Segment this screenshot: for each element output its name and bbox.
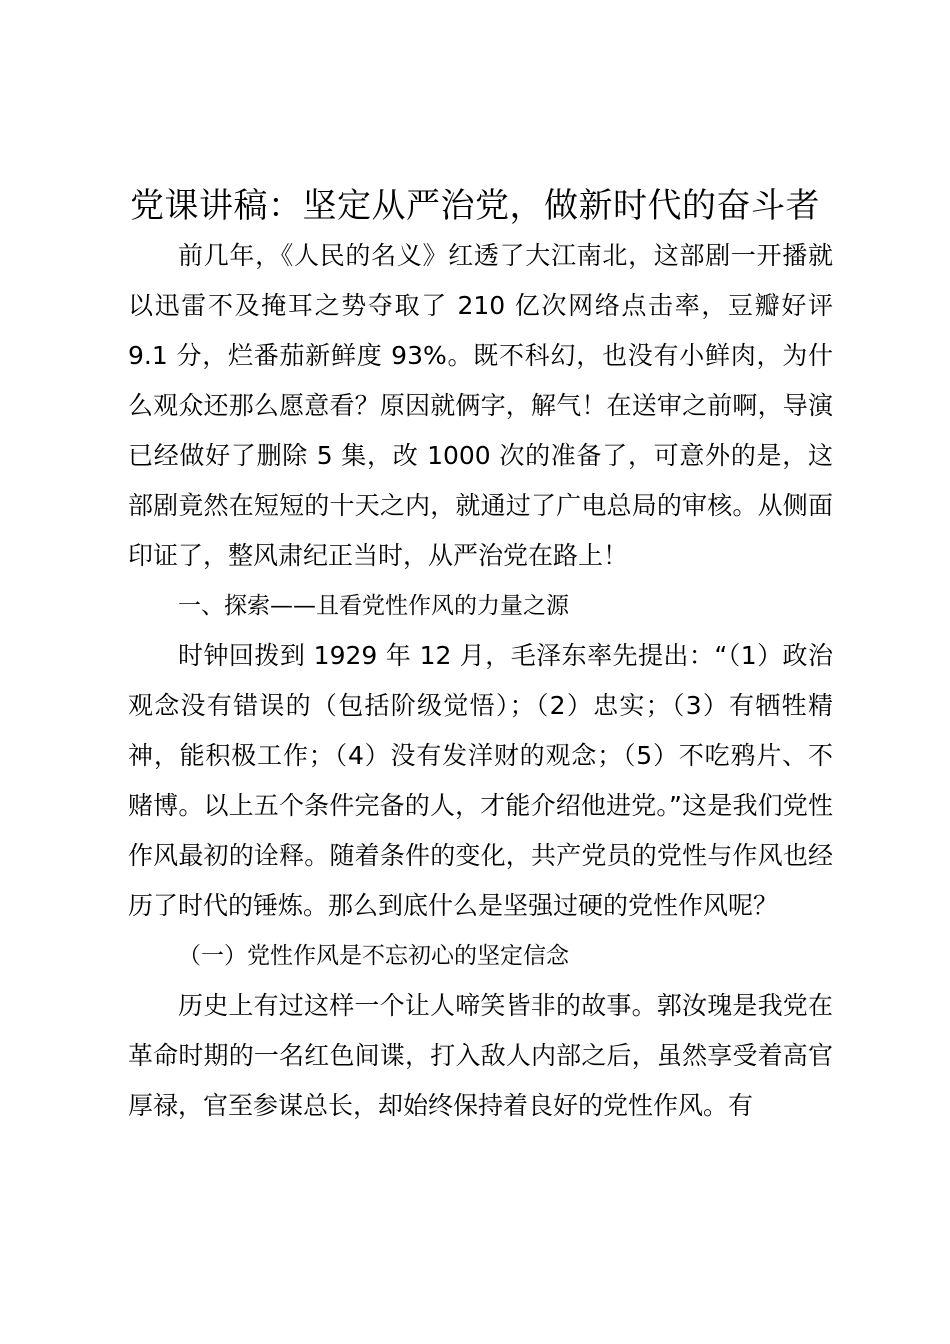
section-heading-1: 一、探索——且看党性作风的力量之源 <box>178 593 569 619</box>
subsection-heading-1: （一）党性作风是不忘初心的坚定信念 <box>178 943 569 969</box>
paragraph-story: 历史上有过这样一个让人啼笑皆非的故事。郭汝瑰是我党在革命时期的一名红色间谍，打入敌人内部之后，虽然享受着高官厚禄，官至参谋总长，却始终保持着良好的党性作风。有 <box>128 991 833 1120</box>
paragraph-history: 时钟回拨到 1929 年 12 月，毛泽东率先提出：“（1）政治观念没有错误的（包括阶级觉悟）；（2）忠实；（3）有牺牲精神，能积极工作；（4）没有发洋财的观念；（5）不吃鸦片、不赌博。以上五个条件完备的人，才能介绍他进党。”这是我们党性作风最初的诠释。随着条件的变化，共产党员的党性与作风也经历了时代的锤炼。那么到底什么是坚强过硬的党性作风呢？ <box>128 641 833 920</box>
document-title: 党课讲稿：坚定从严治党，做新时代的奋斗者 <box>130 186 820 226</box>
paragraph-intro: 前几年，《人民的名义》红透了大江南北，这部剧一开播就以迅雷不及掩耳之势夺取了 210 亿次网络点击率，豆瓣好评 9.1 分，烂番茄新鲜度 93%。既不科幻，也没有小鲜肉，为什么观众还那么愿意看？原因就俩字，解气！在送审之前啊，导演已经做好了删除 5 集，改 1000 次的准备了，可意外的是，这部剧竟然在短短的十天之内，就通过了广电总局的审核。从侧面印证了，整风肃纪正当时，从严治党在路上！ <box>128 241 833 570</box>
document-body <box>128 231 833 1131</box>
